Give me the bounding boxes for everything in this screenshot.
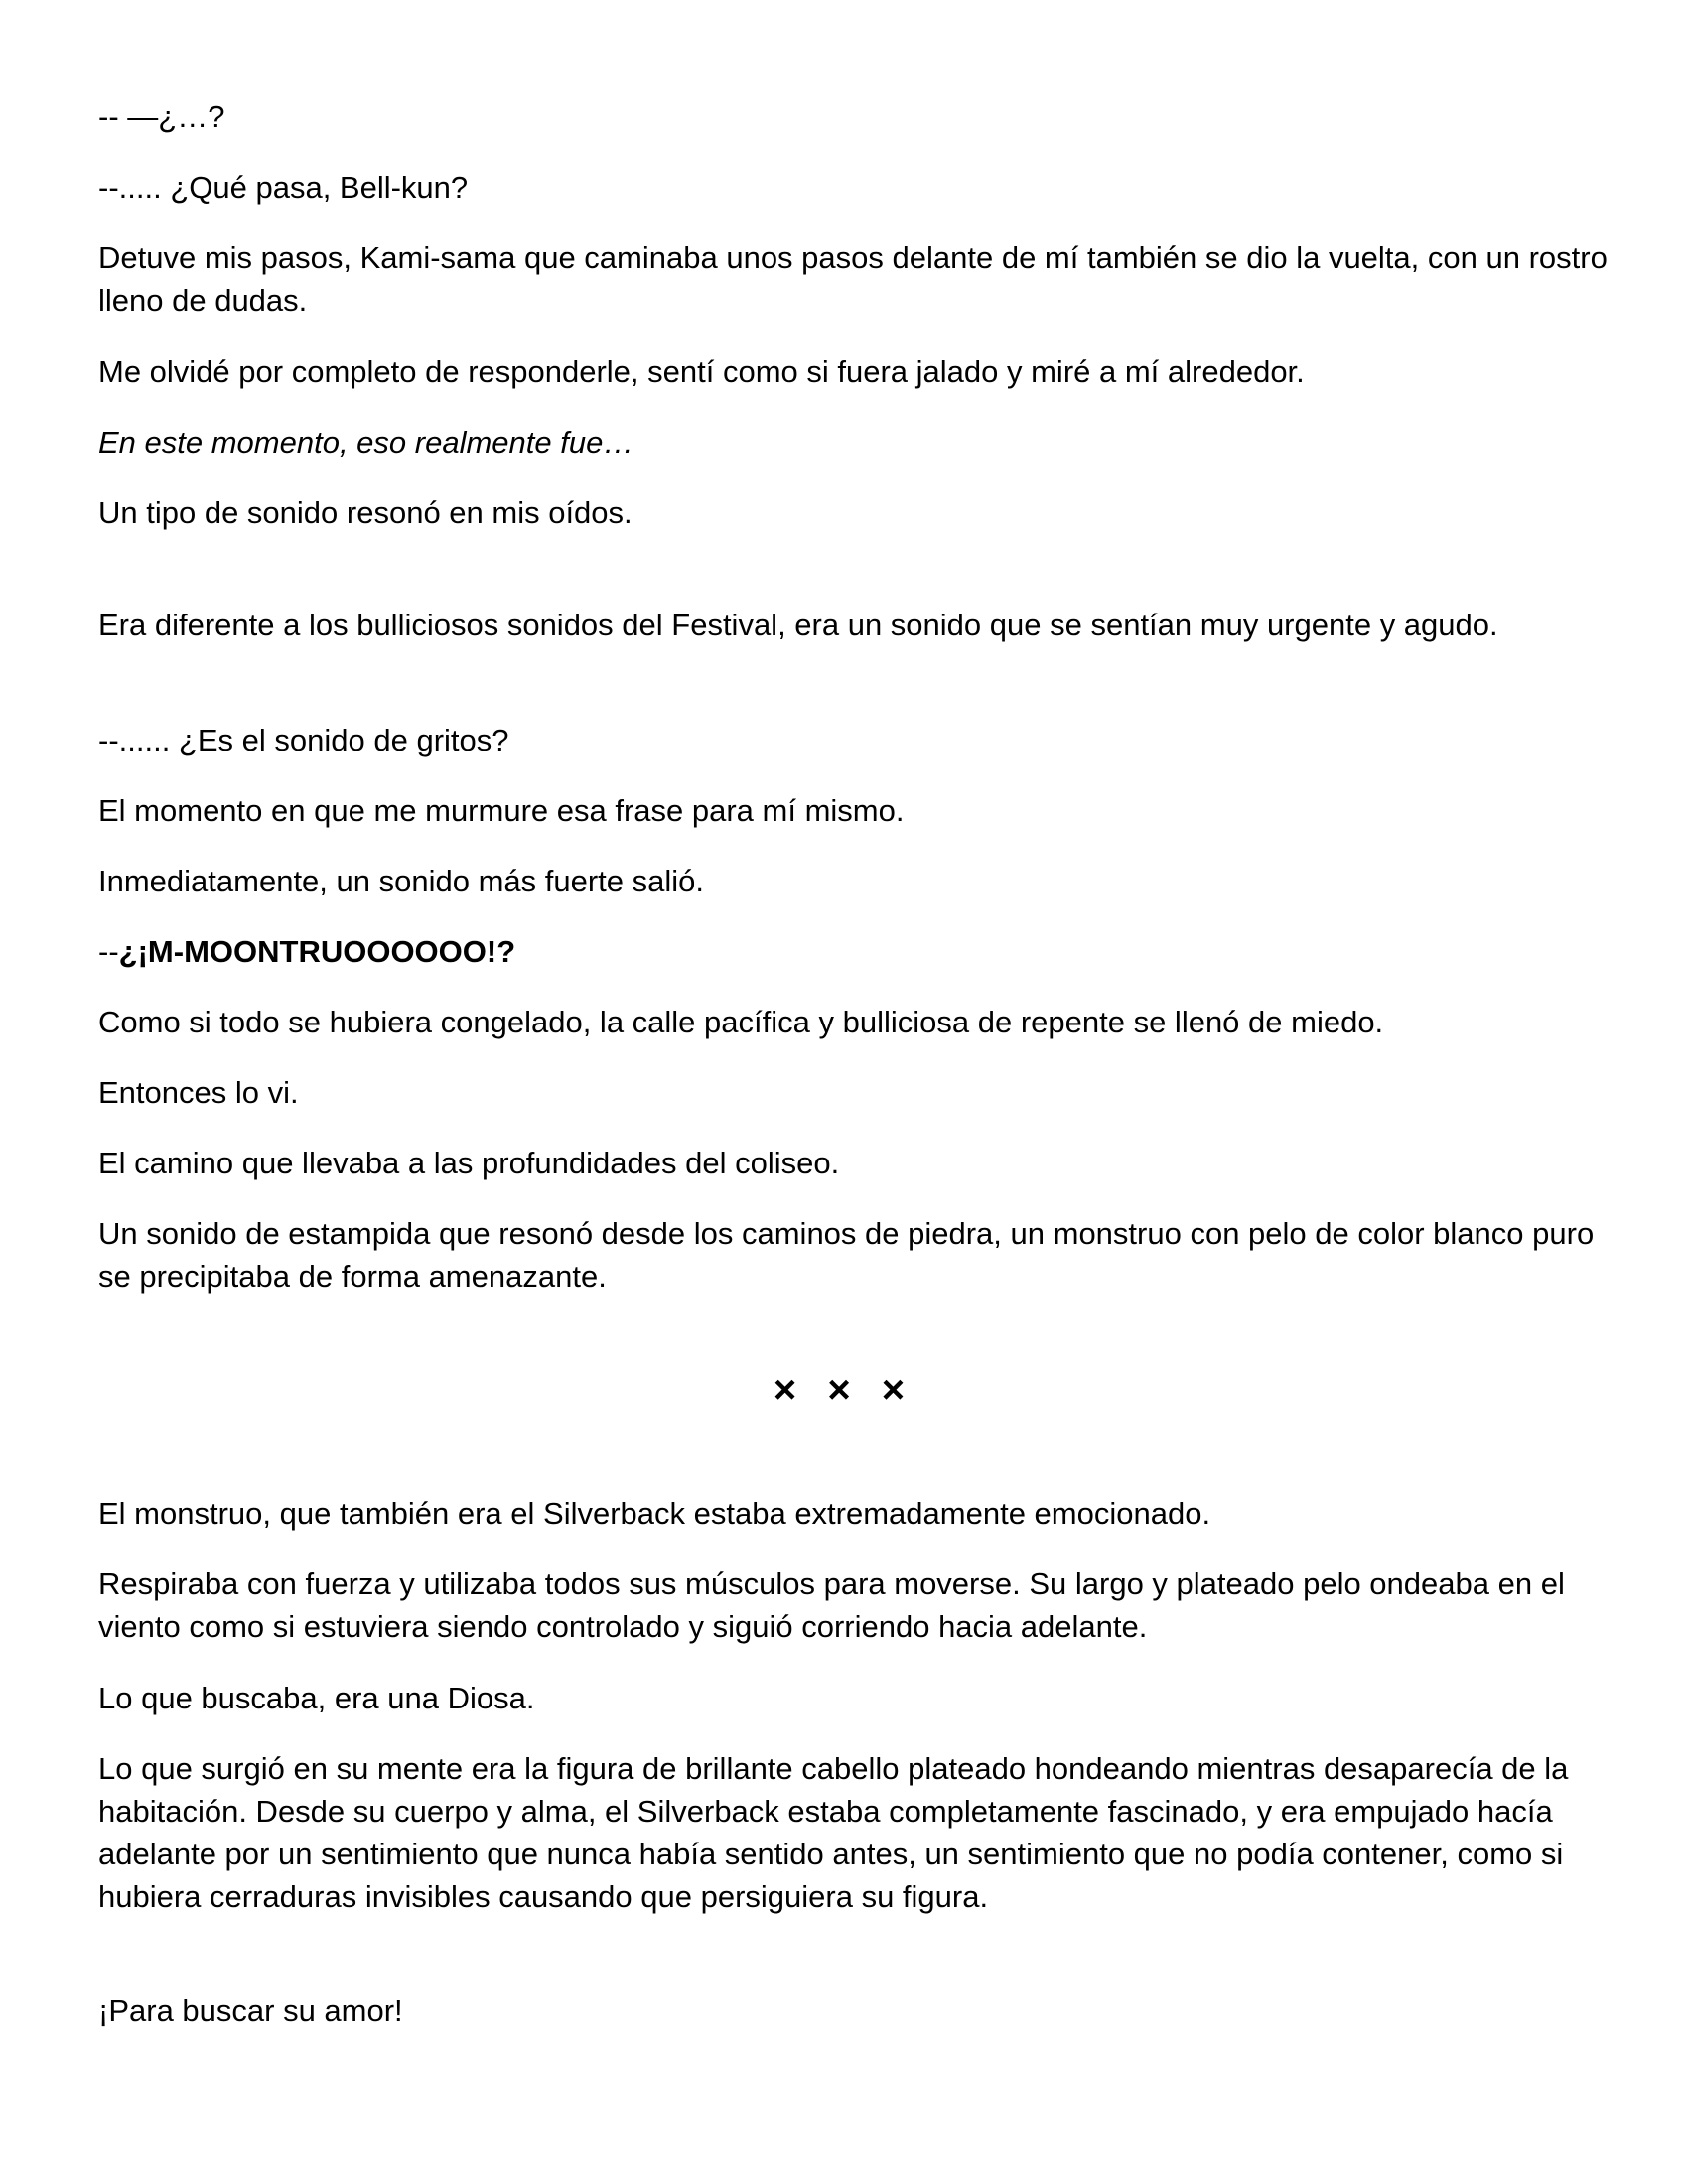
paragraph: Era diferente a los bulliciosos sonidos del Festival, era un sonido que se sentían muy urgente y agudo. — [98, 608, 1498, 642]
shout-marks: ¿¡ — [118, 934, 148, 969]
paragraph: El monstruo, que también era el Silverback estaba extremadamente emocionado. — [98, 1496, 1211, 1531]
paragraph: Un tipo de sonido resonó en mis oídos. — [98, 495, 633, 530]
paragraph: Lo que surgió en su mente era la figura de brillante cabello plateado hondeando mientras desaparecía de la habitación. Desde su cuerpo y alma, el Silverback estaba completamente fascinado, y era empujado hacía adelante por un sentimiento que nunca había sentido antes, un sentimiento que no podía contener, como si hubiera cerraduras invisibles causando que persiguiera su figura. — [98, 1751, 1569, 1914]
paragraph: Me olvidé por completo de responderle, sentí como si fuera jalado y miré a mí alrededor. — [98, 354, 1305, 389]
paragraph: --..... ¿Qué pasa, Bell-kun? — [98, 170, 469, 205]
paragraph: Inmediatamente, un sonido más fuerte salió. — [98, 864, 705, 898]
shout-text: M-MOONTRUOOOOOO!? — [147, 934, 516, 969]
paragraph: Detuve mis pasos, Kami-sama que caminaba unos pasos delante de mí también se dio la vuelta, con un rostro lleno de dudas. — [98, 240, 1608, 318]
shout-paragraph — [98, 930, 1608, 973]
paragraph: ¡Para buscar su amor! — [98, 1993, 403, 2028]
paragraph: Respiraba con fuerza y utilizaba todos sus músculos para moverse. Su largo y plateado pelo ondeaba en el viento como si estuviera siendo controlado y siguió corriendo hacia adelante. — [98, 1567, 1565, 1644]
paragraph: Entonces lo vi. — [98, 1075, 299, 1110]
paragraph: -- —¿…? — [98, 99, 225, 134]
paragraph: El momento en que me murmure esa frase para mí mismo. — [98, 793, 905, 828]
italic-paragraph: En este momento, eso realmente fue… — [98, 425, 634, 460]
scene-separator: × × × — [773, 1368, 915, 1412]
paragraph: Como si todo se hubiera congelado, la calle pacífica y bulliciosa de repente se llenó de miedo. — [98, 1005, 1384, 1039]
shout-prefix: -- — [98, 934, 119, 969]
paragraph: Un sonido de estampida que resonó desde los caminos de piedra, un monstruo con pelo de color blanco puro se precipitaba de forma amenazante. — [98, 1216, 1595, 1294]
paragraph: Lo que buscaba, era una Diosa. — [98, 1681, 535, 1715]
paragraph: --...... ¿Es el sonido de gritos? — [98, 723, 509, 757]
paragraph: El camino que llevaba a las profundidades del coliseo. — [98, 1146, 840, 1180]
